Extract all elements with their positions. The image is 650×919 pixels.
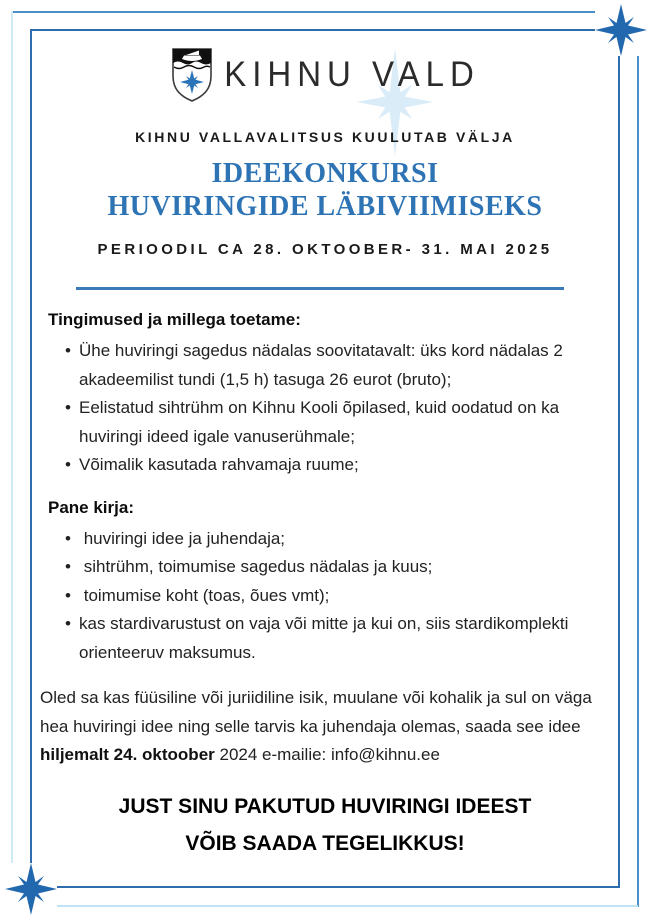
page-title-line2: HUVIRINGIDE LÄBIVIIMISEKS	[107, 191, 543, 222]
coat-of-arms-icon	[170, 46, 214, 102]
list-item: • sihtrühm, toimumise sagedus nädalas ja kuus;	[65, 553, 590, 582]
list-item: • huviringi idee ja juhendaja;	[65, 525, 590, 554]
email-address: info@kihnu.ee	[331, 745, 440, 764]
conditions-list	[31, 337, 620, 480]
page-title-line1: IDEEKONKURSI	[211, 158, 439, 189]
announcer-line: KIHNU VALLAVALITSUS KUULUTAB VÄLJA	[135, 129, 515, 145]
closing-text: Oled sa kas füüsiline või juriidiline isik, muulane või kohalik ja sul on väga hea huviringi idee ning selle tarvis ka juhendaja olemas, saada see idee	[40, 688, 592, 736]
list-item: • Võimalik kasutada rahvamaja ruume;	[65, 451, 590, 480]
list-item: • Eelistatud sihtrühm on Kihnu Kooli õpilased, kuid oodatud on ka huviringi ideed igale vanuserühmale;	[65, 394, 590, 451]
write-down-heading: Pane kirja:	[48, 497, 134, 517]
page-title	[0, 157, 650, 223]
conditions-heading: Tingimused ja millega toetame:	[48, 310, 301, 329]
body-content	[31, 300, 620, 770]
logo-wordmark: KIHNU VALD	[224, 53, 480, 94]
slogan	[0, 788, 650, 862]
slogan-line2: VÕIB SAADA TEGELIKKUS!	[185, 832, 465, 855]
list-item: • toimumise koht (toas, õues vmt);	[65, 582, 590, 611]
compass-star-icon	[3, 861, 59, 917]
period-line: PERIOODIL CA 28. OKTOOBER- 31. MAI 2025	[97, 241, 553, 258]
divider-rule	[76, 287, 564, 290]
list-item: • kas stardivarustust on vaja või mitte ja kui on, siis stardikomplekti orienteeruv maksumus.	[65, 610, 590, 667]
list-item: • Ühe huviringi sagedus nädalas soovitatavalt: üks kord nädalas 2 akadeemilist tundi (1,5 h) tasuga 26 eurot (bruto);	[65, 337, 590, 394]
logo	[0, 38, 650, 110]
deadline-text: hiljemalt 24. oktoober	[40, 745, 215, 764]
frame-outer-right	[637, 11, 639, 907]
frame-outer-bottom	[12, 905, 638, 907]
frame-outer-left	[11, 11, 13, 907]
write-down-list	[31, 525, 620, 668]
closing-text: 2024 e-mailie:	[214, 745, 331, 764]
slogan-line1: JUST SINU PAKUTUD HUVIRINGI IDEEST	[118, 795, 532, 818]
frame-outer-top	[12, 11, 638, 13]
closing-paragraph	[31, 684, 620, 770]
